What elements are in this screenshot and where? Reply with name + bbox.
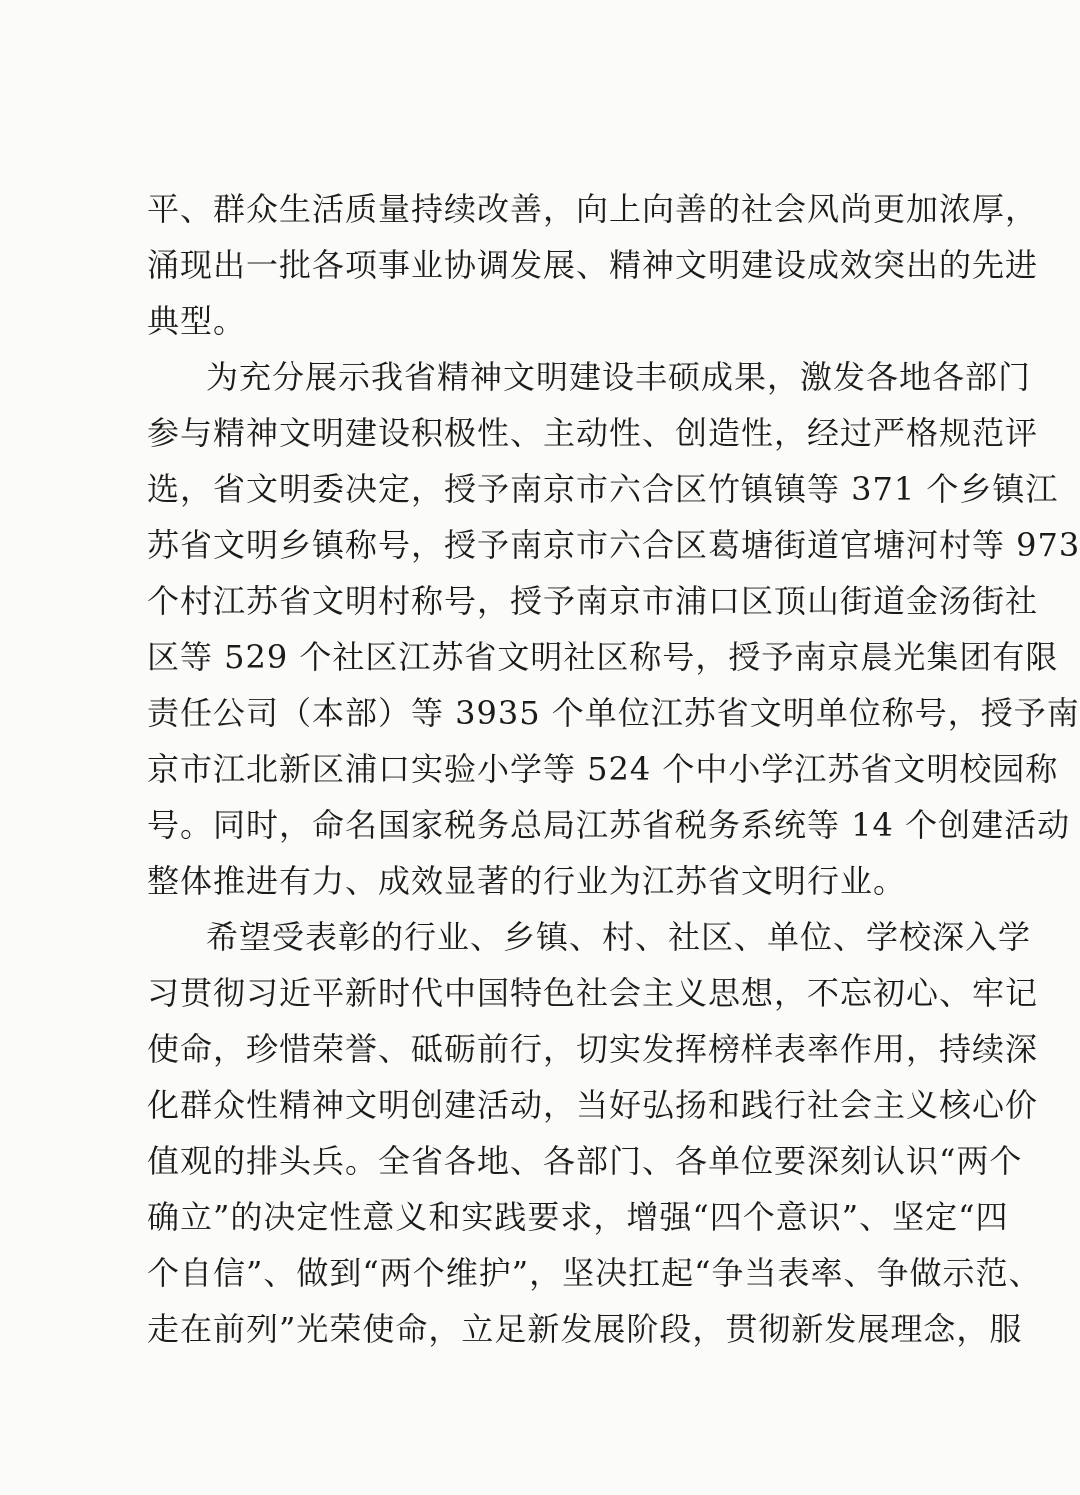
text-line: 走在前列”光荣使命，立足新发展阶段，贯彻新发展理念，服	[147, 1310, 1023, 1348]
text-line: 个村江苏省文明村称号，授予南京市浦口区顶山街道金汤街社	[147, 582, 1039, 620]
text-line: 责任公司（本部）等 3935 个单位江苏省文明单位称号，授予南	[147, 694, 1080, 732]
text-line: 号。同时，命名国家税务总局江苏省税务系统等 14 个创建活动	[147, 806, 1071, 844]
text-line: 平、群众生活质量持续改善，向上向善的社会风尚更加浓厚，	[147, 190, 1039, 228]
text-line: 确立”的决定性意义和实践要求，增强“四个意识”、坚定“四	[147, 1198, 1009, 1236]
text-line: 个自信”、做到“两个维护”，坚决扛起“争当表率、争做示范、	[147, 1254, 1042, 1292]
paragraph-first-line: 希望受表彰的行业、乡镇、村、社区、单位、学校深入学	[206, 918, 1032, 956]
text-line: 值观的排头兵。全省各地、各部门、各单位要深刻认识“两个	[147, 1142, 1023, 1180]
text-line: 区等 529 个社区江苏省文明社区称号，授予南京晨光集团有限	[147, 638, 1059, 676]
text-line: 选，省文明委决定，授予南京市六合区竹镇镇等 371 个乡镇江	[147, 470, 1059, 508]
text-line: 典型。	[147, 302, 247, 340]
paragraph-first-line: 为充分展示我省精神文明建设丰硕成果，激发各地各部门	[206, 358, 1032, 396]
text-line: 化群众性精神文明创建活动，当好弘扬和践行社会主义核心价	[147, 1086, 1039, 1124]
text-line: 涌现出一批各项事业协调发展、精神文明建设成效突出的先进	[147, 246, 1039, 284]
text-line: 使命，珍惜荣誉、砥砺前行，切实发挥榜样表率作用，持续深	[147, 1030, 1039, 1068]
text-line: 整体推进有力、成效显著的行业为江苏省文明行业。	[147, 862, 907, 900]
text-line: 习贯彻习近平新时代中国特色社会主义思想，不忘初心、牢记	[147, 974, 1039, 1012]
text-line: 参与精神文明建设积极性、主动性、创造性，经过严格规范评	[147, 414, 1039, 452]
text-line: 京市江北新区浦口实验小学等 524 个中小学江苏省文明校园称	[147, 750, 1059, 788]
text-line: 苏省文明乡镇称号，授予南京市六合区葛塘街道官塘河村等 973	[147, 526, 1080, 564]
